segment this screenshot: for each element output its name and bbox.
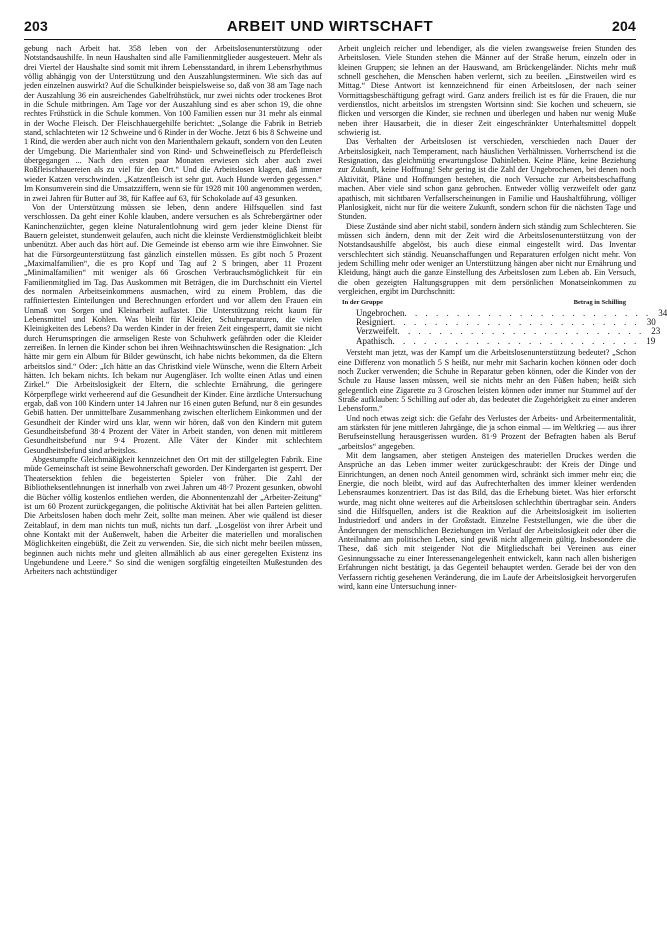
leader-dots: . . . . . . . . . . . . . . . . . . . . . . . . — [393, 317, 640, 328]
leader-dots: . . . . . . . . . . . . . . . . . . . . . . . . — [397, 326, 645, 337]
leader-dots: . . . . . . . . . . . . . . . . . . . . . . . . — [404, 307, 652, 318]
paragraph: Diese Zustände sind aber nicht stabil, sondern ändern sich ständig zum Schlechteren. Sie müssen sich ändern, denn mit der Zeit wird die Arbeitslosenunterstützung von der Notstandsaushilfe abgelöst, bis auch diese einmal eingestellt wird. Das Inventar verschlechtert sich ständig. Neuanschaffungen und Reparaturen erfolgen nicht mehr. Von jedem Schilling mehr oder weniger an Unterstützung hängen aber nicht nur Ernährung und Kleidung, hängt auch die ganze Einstellung des Arbeitslosen zum Leben ab. Ein Versuch, die oben gezeigten Haltungsgruppen mit dem persönlichen Monatseinkommen zu vergleichen, ergibt im Durchschnitt: — [338, 221, 636, 296]
text-columns — [24, 44, 667, 591]
table-header-group: In der Gruppe — [342, 299, 383, 307]
row-value: 34 — [658, 307, 667, 318]
running-title: ARBEIT UND WIRTSCHAFT — [226, 18, 434, 35]
page-number-left: 203 — [24, 18, 48, 34]
table-header-amount: Betrag in Schilling — [573, 299, 626, 307]
paragraph: Versteht man jetzt, was der Kampf um die Arbeitslosenunterstützung bedeutet? „Schon eine Differenz von monatlich 5 S heißt, nur mehr mit Sacharin kochen können oder doch noch Zucker verwenden; die Schuhe in Reparatur geben können, oder die Kinder von der Schule zu Hause lassen müssen, weil sie nichts mehr an den Füßen haben; heißt sich gelegentlich eine Zigarette zu 3 Groschen leisten können oder immer nur Stummel auf der Straße aufklauben: 5 Schilling auf oder ab, das bedeutet die Zugehörigkeit zu einer anderen Lebensform.“ — [338, 348, 636, 414]
paragraph: Abgestumpfte Gleichmäßigkeit kennzeichnet den Ort mit der stillgelegten Fabrik. Eine müde Gemeinschaft ist seine Bewohnerschaft geworden. Der Kindergarten ist gesperrt. Der Theatersektion fehlen die begeisterten Spieler von früher. Die Zahl der Bibliotheksentlehnungen ist innerhalb von zwei Jahren um 48·7 Prozent gesunken, obwohl die Bücher völlig kostenlos entliehen werden, die Abonnentenzahl der „Arbeiter-Zeitung“ ist um 60 Prozent zurückgegangen, die politische Aktivität hat bei allen Parteien gelitten. Die Arbeitslosen haben doch mehr Zeit, sollte man meinen. Aber wie quälend ist dieser Zeitablauf, in dem man nichts tun muß, nichts tun darf. „Losgelöst von ihrer Arbeit und ohne Kontakt mit der Außenwelt, haben die Arbeiter die materiellen und moralischen Möglichkeiten eingebüßt, die Zeit zu verwenden. Sie, die sich nicht mehr beeilen müssen, beginnen auch nichts mehr und gleiten allmählich ab aus einer geregelten Existenz ins Ungebundene und Leere.“ So sind die wenigen sorgfältig eingeteilten Mußestunden des Arbeiters nach achtstündiger — [24, 455, 322, 577]
paragraph: Von der Unterstützung müssen sie leben, denn andere Hilfsquellen sind fast verschlossen. Da geht einer Kohle klauben, andere versuchen es als Schrebergärtner oder Kaninchenzüchter, gegen kleine Naturalentlohnung wird gern jeder kleine Dienst für Bauern geleistet, stundenweit gelaufen, auch nicht die kleinste Verdienstmöglichkeit bleibt unbenützt. Aber auch das hört auf. Die Gemeinde ist ebenso arm wie ihre Einwohner. Sie hat die Fürsorgeunterstützung fast gänzlich einstellen müssen. Es gibt noch 5 Prozent „Maximalfamilien“, die es pro Kopf und Tag auf 2 S bringen, aber 11 Prozent „Minimalfamilien“ mit weniger als 66 Groschen Verbrauchsmöglichkeit für ein Familienmitglied im Tag. Das Auskommen mit Beträgen, die im Durchschnitt ein Viertel des normalen Arbeitseinkommens ausmachen, wird zu einem Problem, das die raffiniertesten Einteilungen und Berechnungen erfordert und vor allem den Frauen ein Unmaß von Sorgen und Kleinarbeit auflastet. Die Unterstützung reicht kaum für Lebensmittel und Kohlen. Was bleibt für Kleider, Schuhreparaturen, die vielen Kleinigkeiten des Lebens? Da werden Kinder in der freien Zeit eingesperrt, damit sie nicht durch Herumspringen die armseligen Reste von Schuhwerk gefährden oder die Kleider zerreißen. In lernen die Kinder schon bei ihren Weihnachtswünschen die Resignation: „Ich hätte mir gern ein Album für Bilder gewünscht, ich habe nichts bekommen, da die Eltern arbeitslos sind.“ Oder: „Ich hätte an das Christkind viele Wünsche, wenn die Eltern Arbeit hätten. Ich bekam nichts. Ich bekam nur Augengläser. Ich wollte einen Atlas und einen Zirkel.“ Die Arbeitslosigkeit der Eltern, die schlechte Ernährung, die geringere Körperpflege wirkt verheerend auf die Gesundheit der Kinder. Eine ärztliche Untersuchung ergab, daß von 100 Kindern unter 14 Jahren nur 16 einen guten Befund, nur 8 ein gesundes Gebiß hatten. Der unmittelbare Zusammenhang zwischen elterlichem Einkommen und der Gesundheit der Kinder wird uns klar, wenn wir hören, daß von den Kindern mit gutem Gesundheitsbefund 38·4 Prozent der Väter in Arbeit standen, von denen mit mittlerem Gesundheitsbefund nur 9·4 Prozent. Alle Väter der Kinder mit schlechtem Gesundheitsbefund sind arbeitslos. — [24, 202, 322, 455]
page-header — [24, 18, 636, 35]
row-value: 19 — [646, 335, 656, 346]
row-label: Verzweifelt — [356, 326, 398, 337]
table-row — [356, 335, 656, 346]
row-value: 23 — [651, 326, 661, 337]
paragraph: gebung nach Arbeit hat. 358 leben von der Arbeitslosenunterstützung oder Notstandsaushilfe. In neun Haushalten sind alle Familienmitglieder ausgesteuert. Mehr als drei Viertel der Haushalte sind somit mit ihrem Lebensstandard, in ihrem Lebensrhythmus völlig abhängig von der Unterstützung und den Auszahlungsterminen. Wie sich das auf jeden einzelnen auswirkt? Auf die Schulkinder beispielsweise so, daß von 38 am Tage nach der Auszahlung 36 ein ausreichendes Gabelfrühstück, nur zwei nichts oder trockenes Brot in die Schule mitbringen. Am Tage vor der Auszahlung sind es aber schon 19, die ohne rechtes Frühstück in die Schule kommen. Von 100 Familien essen nur 31 mehr als einmal in der Woche Fleisch. Der Fleischhauergehilfe berichtet: „Solange die Fabrik in Betrieb stand, schlachteten wir 12 Schweine und 6 Rinder in der Woche. Jetzt 6 bis 8 Schweine und 1 Rind, die werden aber auch nicht von den Marienthalern gekauft, sondern von den Leuten der Umgebung. Die Marienthaler sind von Rind- und Schweinefleisch zu Pferdefleisch übergegangen ... Nach den ersten paar Monaten erwiesen sich aber auch zwei Roßfleischhauereien als zu viel für den Ort.“ Und die Arbeitslosen klagen, daß immer wieder Katzen verschwinden. „Katzenfleisch ist sehr gut. Auch Hunde werden gegessen.“ Im Konsumverein sind die Umsatzziffern, wenn sie für 1928 mit 100 angenommen werden, in zwei Jahren für Butter auf 38, für Kaffee auf 63, für Schokolade auf 43 gesunken. — [24, 44, 322, 203]
row-label: Apathisch — [356, 335, 393, 346]
income-table — [342, 298, 667, 346]
leader-dots: . . . . . . . . . . . . . . . . . . . . . . . . — [392, 335, 640, 346]
row-label: Resigniert — [356, 317, 393, 328]
right-column — [338, 44, 667, 591]
header-rule — [24, 39, 636, 40]
paragraph: Und noch etwas zeigt sich: die Gefahr des Verlustes der Arbeits- und Arbeitermentalität, am stärksten für jene mittleren Jahrgänge, die ja schon einmal — im Weltkrieg — aus ihrer Berufseinstellung herausgerissen wurden. 81·9 Prozent der Befragten haben als Beruf „arbeitslos“ angegeben. — [338, 413, 636, 451]
paragraph: Mit dem langsamen, aber stetigen Ansteigen des materiellen Druckes werden die Ansprüche an das Leben immer weiter zurückgeschraubt: der Kreis der Dinge und Einrichtungen, an denen noch Anteil genommen wird, schränkt sich immer mehr ein; die Energie, die noch bleibt, wird auf das Aufrechterhalten des immer kleiner werdenden Lebensraumes konzentriert. Das ist das Bild, das die Erhebung bietet. Was hier erforscht wurde, mag nicht ohne weiteres auf die Arbeitslosen schlechthin übertragbar sein. Anders sind die Hilfsquellen, anders ist die Reaktion auf die Arbeitslosigkeit im isolierten Industriedorf und anders in der Großstadt. Einzelne Feststellungen, wie die über die Änderungen der menschlichen Beziehungen im Verlauf der Arbeitslosigkeit oder über die Anteilnahme am politischen Leben, sind gewiß nicht allgemein gültig. Insbesondere die These, daß sich mit steigender Not die Mitgliedschaft bei Vereinen aus einer Gesinnungssache zu einer Interessenangelegenheit entwickelt, kann nach allen bisherigen Erfahrungen nicht bestätigt, ja das Gegenteil behauptet werden. Gerade bei der von den Verfassern richtig gesehenen Veränderung, die im Laufe der Arbeitslosigkeit hervorgerufen wird, kann eine Untersuchung inner- — [338, 451, 636, 591]
row-label: Ungebrochen — [356, 307, 405, 318]
paragraph: Arbeit ungleich reicher und lebendiger, als die vielen zwangsweise freien Stunden des Arbeitslosen. Viele Stunden stehen die Männer auf der Straße herum, einzeln oder in kleinen Gruppen; sie lehnen an der Hauswand, am Brückengeländer. Nichts mehr muß schnell geschehen, die Menschen haben verlernt, sich zu beeilen. „Einstweilen wird es Mittag.“ Diese Antwort ist kennzeichnend für einen Arbeitslosen, der nach seiner Vormittagsbeschäftigung gefragt wird. Ganz anders freilich ist es für die Frauen, die nur verdienstlos, nicht arbeitslos im strengsten Wortsinn sind: Sie kochen und scheuern, sie flicken und versorgen die Kinder, sie rechnen und überlegen und haben nur wenig Muße neben ihrer Hausarbeit, die in dieser Zeit eingeschränkter Unterhaltsmittel doppelt schwierig ist. — [338, 44, 636, 138]
row-value: 30 — [646, 317, 656, 328]
table-header — [342, 298, 636, 307]
paragraph: Das Verhalten der Arbeitslosen ist verschieden, verschieden nach Dauer der Arbeitslosigkeit, nach Temperament, nach häuslichen Verhältnissen. Vorherrschend ist die Resignation, das gleichmütig erwartungslose Dahinleben. Keine Pläne, keine Beziehung zur Zukunft, keine Hoffnung! Sehr gering ist die Zahl der Ungebrochenen, bei denen noch Aktivität, Pläne und Hoffnungen bestehen, die noch Versuche zur Arbeitsbeschaffung machen. Aber viele sind schon ganz gebrochen. Entweder völlig verzweifelt oder ganz apathisch, mit sichtbaren Verfallserscheinungen in Familie und Haushaltführung, völliger Planlosigkeit, nicht nur für die weitere Zukunft, sondern schon für die nächsten Tage und Stunden. — [338, 137, 636, 222]
page-number-right: 204 — [612, 18, 636, 34]
left-column — [24, 44, 322, 591]
